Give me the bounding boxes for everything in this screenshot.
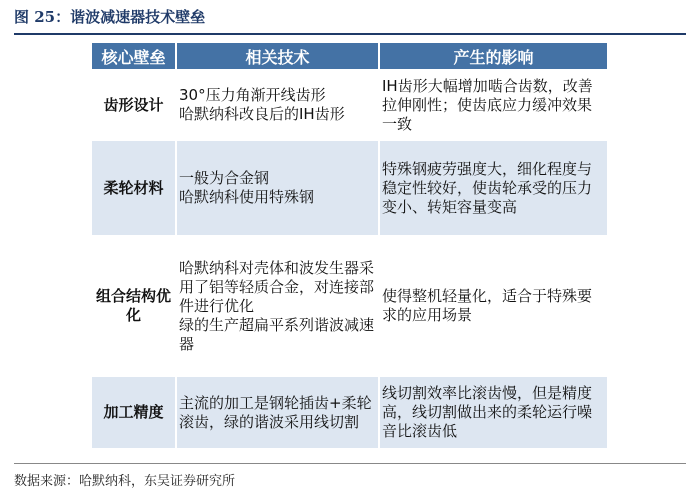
- row-impact: 使得整机轻量化，适合于特殊要求的应用场景: [379, 236, 607, 376]
- header-related-tech: 相关技术: [176, 43, 379, 70]
- header-impact: 产生的影响: [379, 43, 607, 70]
- row-technology: 哈默纳科对壳体和波发生器采用了铝等轻质合金，对连接部件进行优化 绿的生产超扁平系列谐波减速器: [176, 236, 379, 376]
- source-note: 数据来源：哈默纳科，东吴证券研究所: [14, 474, 236, 489]
- row-impact: 线切割效率比滚齿慢，但是精度高，线切割做出来的柔轮运行噪音比滚齿低: [379, 376, 607, 448]
- row-category: 柔轮材料: [92, 140, 176, 236]
- table-row: [92, 70, 607, 140]
- row-technology: 主流的加工是钢轮插齿+柔轮滚齿，绿的谐波采用线切割: [176, 376, 379, 448]
- tech-barrier-table: [92, 43, 607, 448]
- source-divider: [14, 463, 686, 464]
- title-divider: [14, 33, 686, 35]
- table-row: [92, 236, 607, 376]
- row-category: 加工精度: [92, 376, 176, 448]
- table-row: [92, 140, 607, 236]
- table-header-row: [92, 43, 607, 70]
- row-category: 齿形设计: [92, 70, 176, 140]
- header-core-barrier: 核心壁垒: [92, 43, 176, 70]
- table-row: [92, 376, 607, 448]
- row-impact: 特殊钢疲劳强度大，细化程度与稳定性较好，使齿轮承受的压力变小、转矩容量变高: [379, 140, 607, 236]
- row-technology: 30°压力角渐开线齿形 哈默纳科改良后的IH齿形: [176, 70, 379, 140]
- row-technology: 一般为合金钢 哈默纳科使用特殊钢: [176, 140, 379, 236]
- row-category: 组合结构优化: [92, 236, 176, 376]
- row-impact: IH齿形大幅增加啮合齿数，改善拉伸刚性；使齿底应力缓冲效果一致: [379, 70, 607, 140]
- figure-title: 图 25：谐波减速器技术壁垒: [14, 8, 206, 26]
